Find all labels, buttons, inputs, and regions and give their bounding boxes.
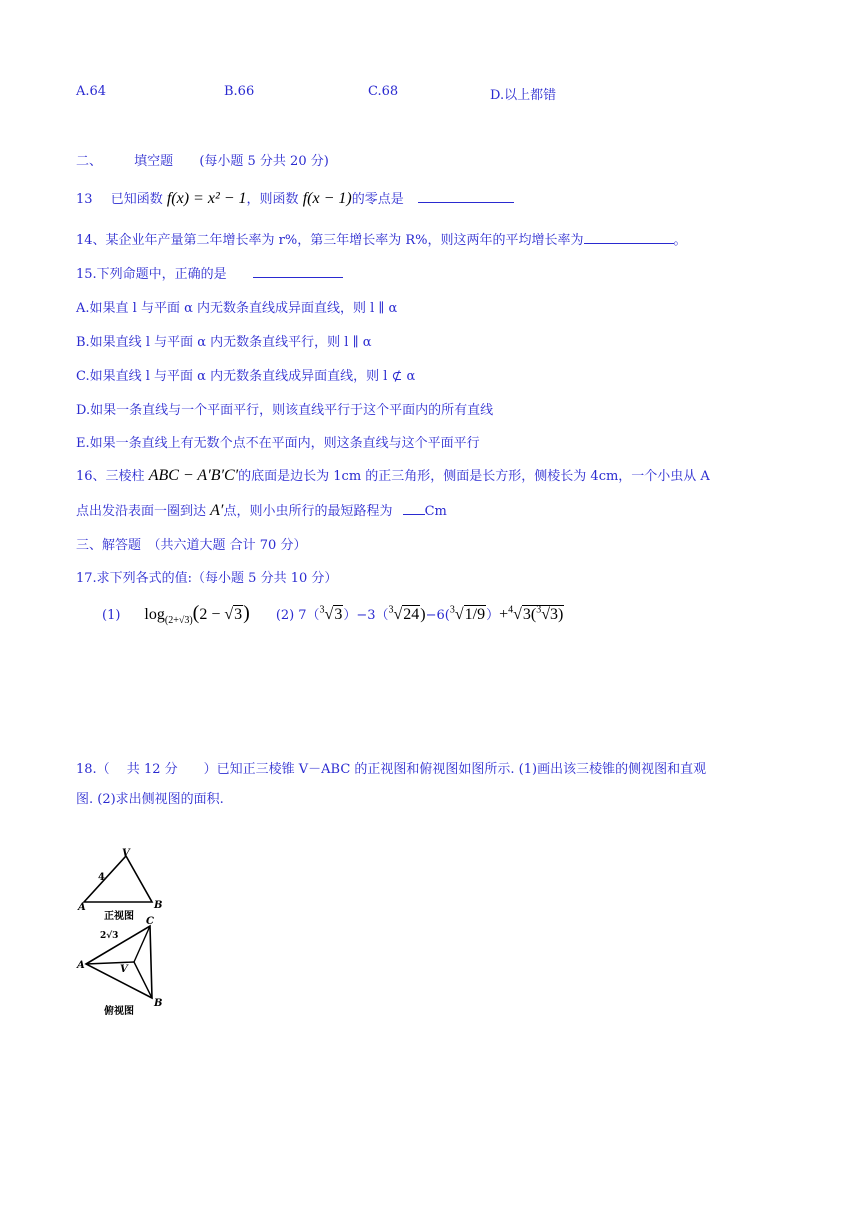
q16-prism: ABC − A′B′C′: [148, 467, 239, 484]
question-15: [76, 263, 343, 282]
top-vertex-b: B: [154, 998, 163, 1009]
q13-text1: 已知函数: [110, 192, 163, 207]
q15-option-a: A.如果直 l 与平面 α 内无数条直线成异面直线，则 l ∥ α: [76, 301, 398, 316]
q15-option-b: B.如果直线 l 与平面 α 内无数条直线平行，则 l ∥ α: [76, 335, 372, 350]
front-vertex-b: B: [154, 900, 163, 911]
three-view-figure: [76, 846, 176, 1022]
top-edge-length: 2√3: [100, 931, 119, 941]
top-view: [76, 916, 162, 1017]
q13-text2: ，则函数: [246, 192, 299, 207]
q13-answer-blank[interactable]: [418, 188, 514, 203]
q17-part1-expression: $\log_{(2+√3)}(2 - √3)$: [144, 602, 250, 627]
front-vertex-a: A: [78, 902, 86, 913]
q14-end: 。: [673, 233, 687, 248]
q16-line2b: 点，则小虫所行的最短路程为: [223, 504, 393, 519]
q14-text: 14、某企业年产量第二年增长率为 r%，第三年增长率为 R%，则这两年的平均增长率为: [76, 233, 584, 248]
q16-point: A′: [210, 502, 224, 519]
q17-formula-row: [102, 602, 564, 626]
q15-option-d: D.如果一条直线与一个平面平行，则该直线平行于这个平面内的所有直线: [76, 403, 494, 418]
option-a: A.64: [76, 84, 107, 99]
top-vertex-a: A: [77, 960, 85, 971]
question-14: [76, 229, 687, 248]
section2-heading: [76, 150, 329, 169]
q13-text3: 的零点是: [351, 192, 404, 207]
option-b: B.66: [224, 84, 255, 99]
q17-part2-label: (2): [275, 608, 295, 623]
q15-option-e: E.如果一条直线上有无数个点不在平面内，则这条直线与这个平面平行: [76, 436, 480, 451]
front-vertex-v: V: [122, 848, 130, 859]
section2-note: (每小题 5 分共 20 分): [199, 154, 329, 169]
question-16-line2: [76, 500, 447, 520]
front-edge-length: 4: [98, 872, 105, 883]
section2-title: 填空题: [134, 154, 174, 169]
q13-function-shifted: f(x − 1): [302, 190, 352, 207]
front-view-triangle: [84, 856, 152, 902]
q17-part1-label: (1): [102, 608, 121, 623]
question-18-line2: 图. (2)求出侧视图的面积.: [76, 792, 224, 807]
top-vertex-c: C: [146, 916, 154, 927]
q15-text: 15.下列命题中，正确的是: [76, 267, 227, 282]
q16-answer-blank[interactable]: [403, 500, 425, 515]
top-vertex-v: V: [120, 964, 128, 975]
question-13: [76, 188, 514, 208]
q16-text2: 的底面是边长为 1cm 的正三角形，侧面是长方形，侧棱长为 4cm，一个小虫从 A: [238, 469, 710, 484]
top-view-label: 俯视图: [104, 1006, 134, 1017]
option-c: C.68: [368, 84, 399, 99]
q15-option-c: C.如果直线 l 与平面 α 内无数条直线成异面直线，则 l ⊄ α: [76, 369, 416, 384]
question-18-line1: 18.（ 共 12 分 ）已知正三棱锥 V－ABC 的正视图和俯视图如图所示. (1)画出该三棱锥的侧视图和直观: [76, 762, 707, 777]
section3-heading: 三、解答题 （共六道大题 合计 70 分）: [76, 538, 307, 553]
front-view: [77, 848, 162, 922]
q17-part2-expression: 7（$^3$√3）−3（$^3$√24)−6($^3$√1/9）+$^4$√3($^3$√3): [298, 604, 564, 623]
q14-answer-blank[interactable]: [584, 229, 674, 244]
q15-answer-blank[interactable]: [253, 263, 343, 278]
section2-number: 二、: [76, 154, 103, 169]
question-17: 17.求下列各式的值:（每小题 5 分共 10 分）: [76, 571, 338, 586]
q16-line2a: 点出发沿表面一圈到达: [76, 504, 207, 519]
question-16-line1: [76, 465, 710, 485]
q16-unit: Cm: [424, 504, 447, 519]
q13-number: 13: [76, 192, 93, 207]
front-view-label: 正视图: [104, 911, 134, 922]
q13-function: f(x) = x² − 1: [166, 190, 247, 207]
option-d: D.以上都错: [490, 88, 557, 103]
q16-text1: 16、三棱柱: [76, 469, 145, 484]
